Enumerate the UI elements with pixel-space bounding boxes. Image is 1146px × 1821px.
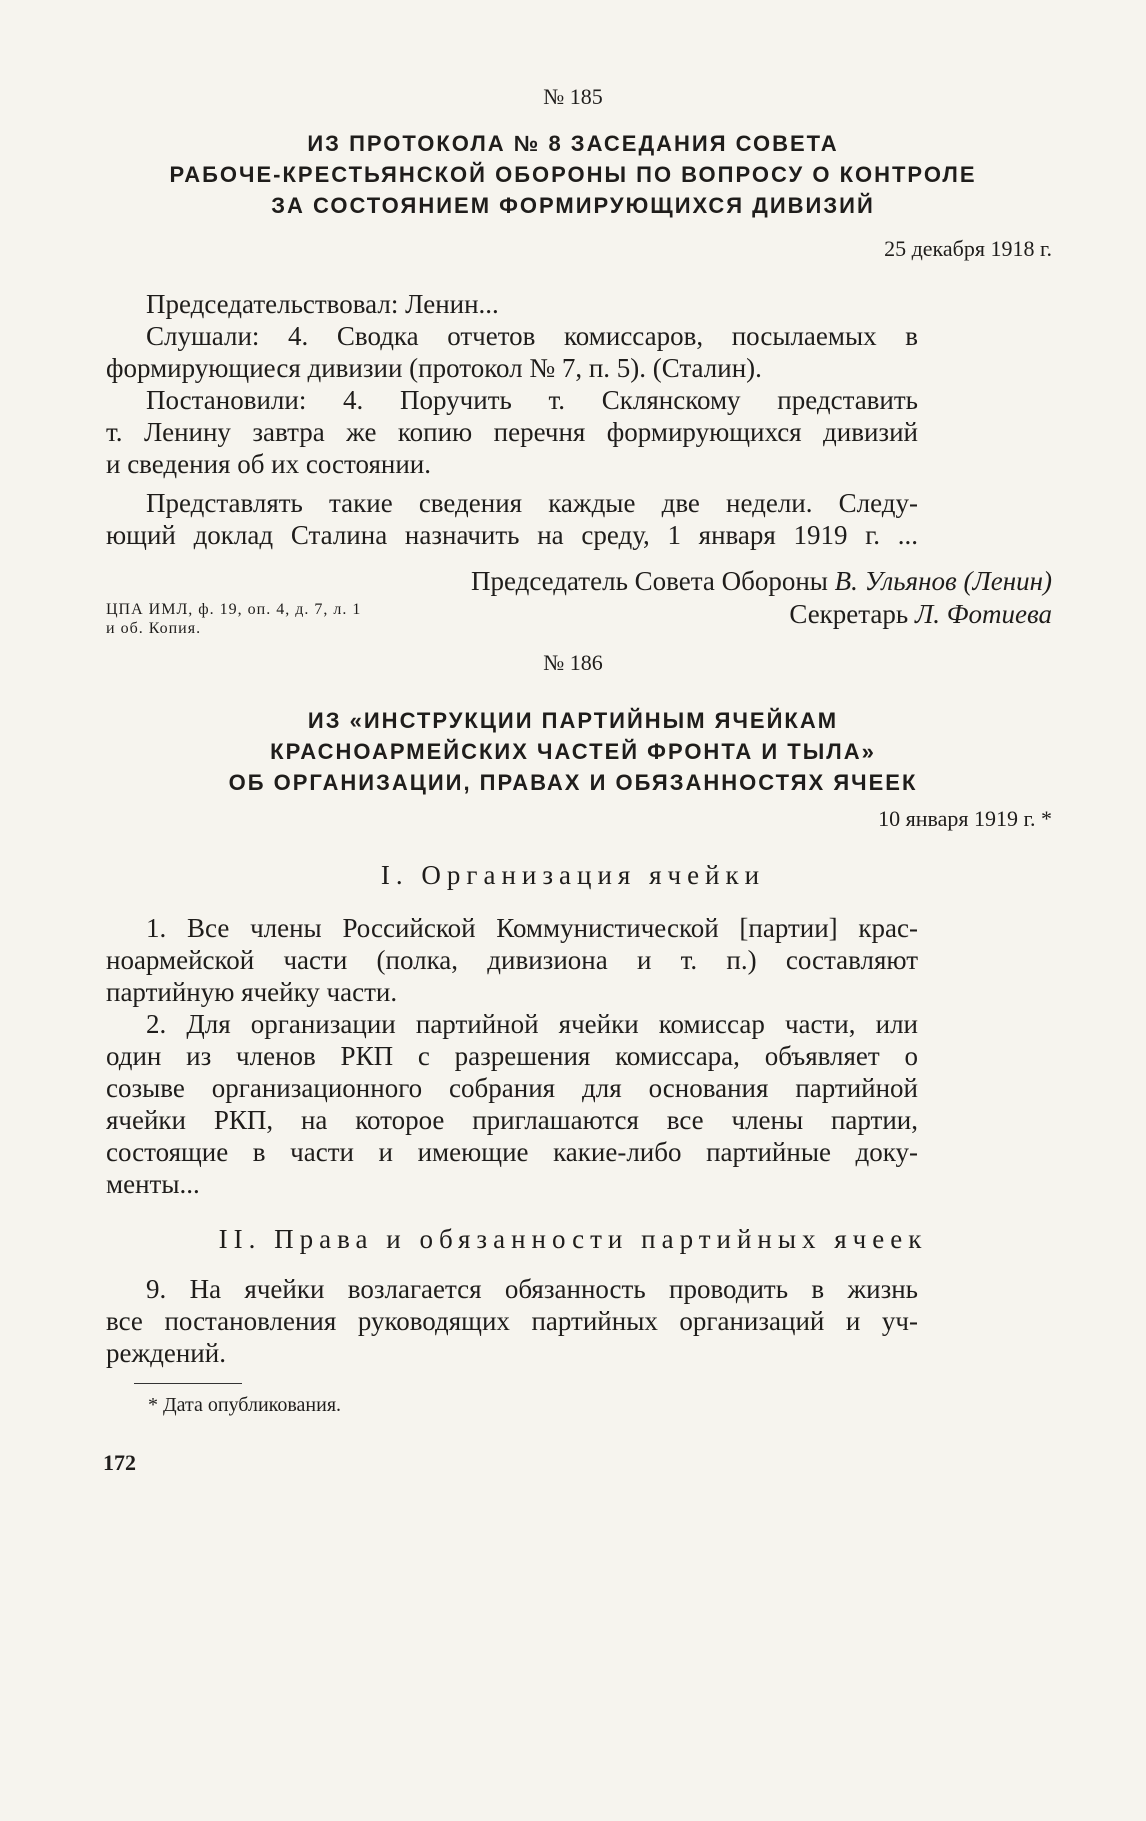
- doc186-title-line-2: КРАСНОАРМЕЙСКИХ ЧАСТЕЙ ФРОНТА И ТЫЛА»: [270, 739, 876, 764]
- doc185-chair-line: Председательствовал: Ленин...: [146, 289, 499, 319]
- footnote-divider: [134, 1383, 242, 1384]
- page-number: 172: [103, 1450, 136, 1475]
- section-1-heading: I. Организация ячейки: [380, 860, 766, 890]
- section-2-line-2: все постановления руководящих партийных организаций и уч-: [106, 1306, 918, 1336]
- section-2-heading: II. Права и обязанности партийных ячеек: [218, 1224, 928, 1254]
- doc185-signature-chair-label: Председатель Совета Обороны: [470, 566, 828, 596]
- doc186-title-line-1: ИЗ «ИНСТРУКЦИИ ПАРТИЙНЫМ ЯЧЕЙКАМ: [307, 708, 839, 733]
- doc185-number: № 185: [543, 84, 603, 109]
- doc185-signature-secretary-name: Л. Фотиева: [914, 599, 1052, 629]
- doc185-signature-chair-name: В. Ульянов (Ленин): [834, 566, 1052, 596]
- doc185-title-line-2: РАБОЧЕ-КРЕСТЬЯНСКОЙ ОБОРОНЫ ПО ВОПРОСУ О КОНТРОЛЕ: [169, 162, 977, 187]
- doc185-report-line: Представлять такие сведения каждые две недели. Следу-: [146, 488, 918, 518]
- doc185-decided-line-3: и сведения об их состоянии.: [106, 449, 431, 479]
- doc185-archive-line-2: и об. Копия.: [106, 620, 202, 637]
- doc186-date: 10 января 1919 г. *: [878, 806, 1052, 831]
- doc185-heard-line: Слушали: 4. Сводка отчетов комиссаров, посылаемых в: [146, 321, 918, 351]
- section-1-line-9: менты...: [106, 1169, 200, 1199]
- doc185-signature-secretary: [789, 599, 1052, 630]
- section-1-line-3: партийную ячейку части.: [106, 977, 398, 1007]
- doc185-decided-line-2: т. Ленину завтра же копию перечня формирующихся дивизий: [106, 417, 918, 447]
- doc185-signature-secretary-label: Секретарь: [789, 599, 909, 629]
- section-1-line-5: один из членов РКП с разрешения комиссара, объявляет о: [106, 1041, 918, 1071]
- section-2-line-3: реждений.: [106, 1338, 226, 1368]
- doc186-title-line-3: ОБ ОРГАНИЗАЦИИ, ПРАВАХ И ОБЯЗАННОСТЯХ ЯЧЕЕК: [228, 770, 918, 795]
- footnote: * Дата опубликования.: [148, 1394, 342, 1416]
- doc185-signature-chair: [471, 566, 1052, 597]
- section-1-line-4: 2. Для организации партийной ячейки комиссар части, или: [146, 1009, 918, 1039]
- doc185-archive-line-1: ЦПА ИМЛ, ф. 19, оп. 4, д. 7, л. 1: [106, 601, 362, 618]
- section-1-line-2: ноармейской части (полка, дивизиона и т. п.) составляют: [106, 945, 918, 975]
- section-1-line-8: состоящие в части и имеющие какие-либо партийные доку-: [106, 1137, 918, 1167]
- section-1-line-1: 1. Все члены Российской Коммунистической [партии] крас-: [146, 913, 918, 943]
- doc185-date: 25 декабря 1918 г.: [884, 236, 1052, 261]
- doc186-number: № 186: [543, 650, 603, 675]
- section-1-line-6: созыве организационного собрания для основания партийной: [106, 1073, 918, 1103]
- doc185-title-line-3: ЗА СОСТОЯНИЕМ ФОРМИРУЮЩИХСЯ ДИВИЗИЙ: [271, 193, 875, 218]
- doc185-report-line-2: ющий доклад Сталина назначить на среду, 1 января 1919 г. ...: [106, 520, 918, 550]
- doc185-decided-line: Постановили: 4. Поручить т. Склянскому представить: [146, 385, 918, 415]
- section-2-line-1: 9. На ячейки возлагается обязанность проводить в жизнь: [146, 1274, 918, 1304]
- section-1-line-7: ячейки РКП, на которое приглашаются все члены партии,: [106, 1105, 918, 1135]
- doc185-title-line-1: ИЗ ПРОТОКОЛА № 8 ЗАСЕДАНИЯ СОВЕТА: [307, 131, 839, 156]
- doc185-heard-line-2: формирующиеся дивизии (протокол № 7, п. 5). (Сталин).: [106, 353, 762, 383]
